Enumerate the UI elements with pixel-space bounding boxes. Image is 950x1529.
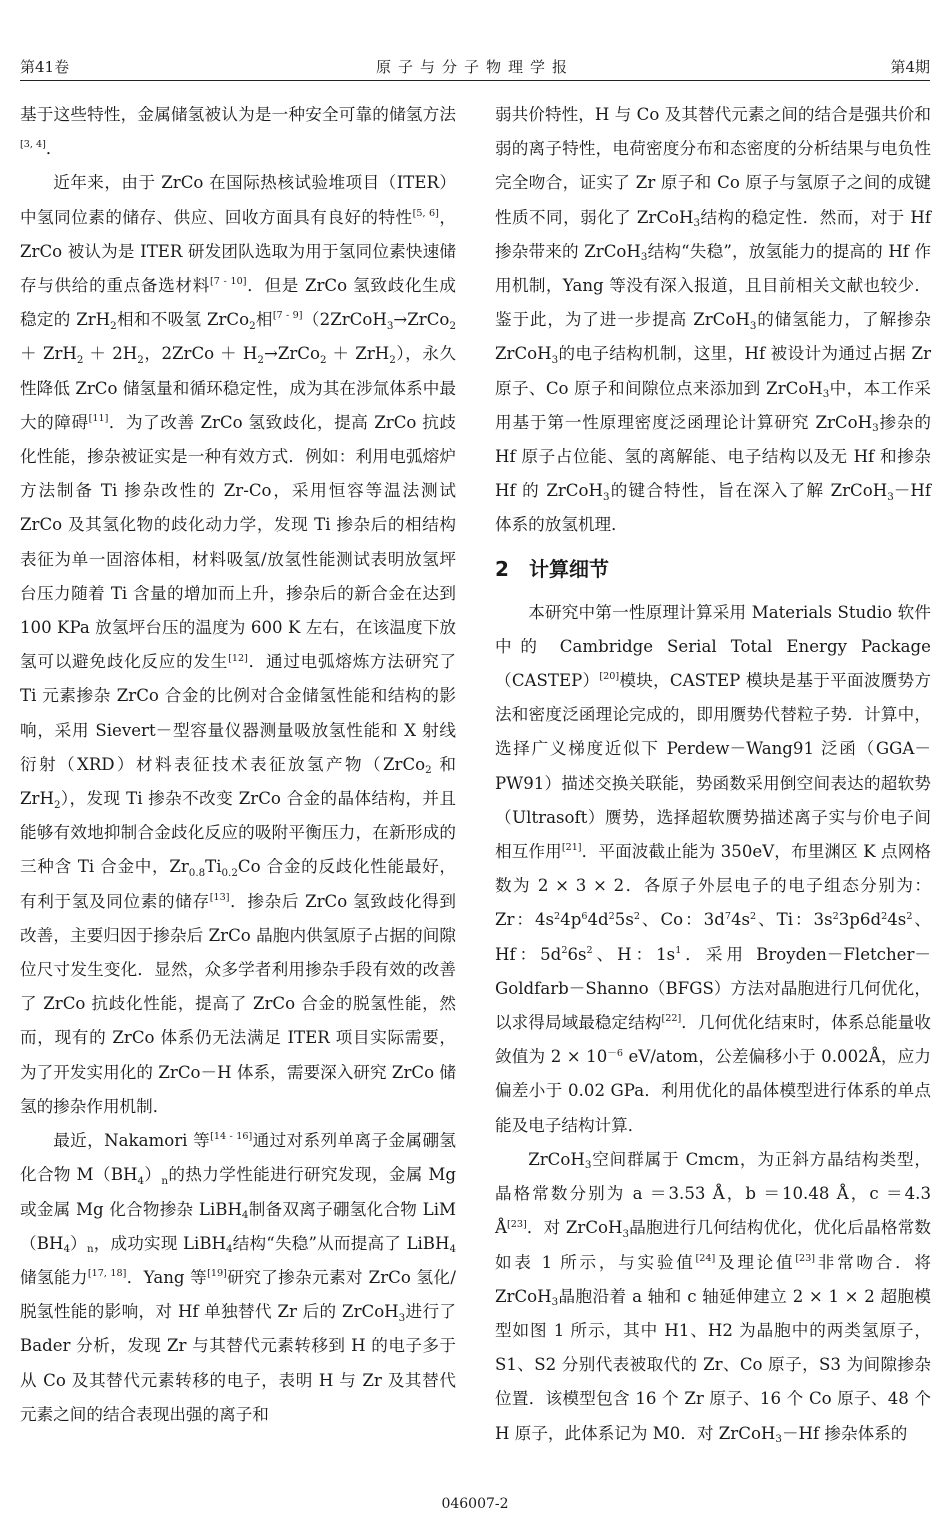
citation: [23] — [506, 1218, 527, 1230]
volume-label: 第41卷 — [20, 58, 70, 76]
header-rule — [20, 80, 930, 81]
section-number: 2 — [495, 556, 509, 581]
citation: [19] — [207, 1268, 227, 1280]
citation: [14 - 16] — [210, 1131, 253, 1143]
citation: [13] — [209, 891, 230, 903]
page-number: 046007-2 — [441, 1496, 509, 1512]
right-column — [495, 98, 931, 1451]
paragraph: 最近，Nakamori 等[14 - 16]通过对系列单离子金属硼氢化合物 $M(BH_4)_n$的热力学性能进行研究发现，金属 Mg 或金属 Mg 化合物掺杂 LiBH$_4$制备双离子硼氢化合物 $LiM(BH_4)_n$，成功实现 LiBH$_4$结构“失稳”从而提高了 LiBH$_4$储氢能力[17, 18]．Yang 等[19]研究了掺杂元素对 ZrCo 氢化/脱氢性能的影响，对 Hf 单独替代 Zr 后的 ZrCoH$_3$进行了 Bader 分析，发现 Zr 与其替代元素转移到 H 的电子多于从 Co 及其替代元素转移的电子，表明 H 与 Zr 及其替代元素之间的结合表现出强的离子和 — [20, 1131, 457, 1424]
citation: [7 - 10] — [209, 276, 247, 288]
paragraph: ZrCoH$_3$空间群属于 Cmcm，为正斜方晶结构类型，晶格常数分别为 a ＝3.53 Å，b ＝10.48 Å，c ＝4.3 Å[23]．对 ZrCoH$_3$晶胞进行几何结构优化，优化后晶格常数如表 1 所示，与实验值[24]及理论值[23]非常吻合．将 ZrCoH$_3$晶胞沿着 a 轴和 c 轴延伸建立 2 × 1 × 2 超胞模型如图 1 所示，其中 H1、H2 为晶胞中的两类氢原子，S1、S2 分别代表被取代的 Zr、Co 原子，S3 为间隙掺杂位置．该模型包含 16 个 Zr 原子、16 个 Co 原子、48 个 H 原子，此体系记为 M0．对 ZrCoH$_3$－Hf 掺杂体系的 — [495, 1149, 932, 1446]
paragraph: 基于这些特性，金属储氢被认为是一种安全可靠的储氢方法[3, 4]． — [20, 105, 456, 159]
citation: [23] — [795, 1252, 816, 1264]
citation: [17, 18] — [87, 1268, 127, 1280]
issue-label: 第4期 — [890, 58, 930, 76]
section-title: 计算细节 — [529, 556, 609, 581]
running-header — [20, 56, 930, 80]
citation: [12] — [228, 652, 248, 664]
citation: [11] — [88, 413, 109, 425]
section-heading — [495, 548, 931, 590]
citation: [3, 4] — [20, 139, 46, 151]
paragraph: 本研究中第一性原理计算采用 Materials Studio 软件中的 Cambridge Serial Total Energy Package（CASTEP）[20]模块，CASTEP 模块是基于平面波赝势方法和密度泛函理论完成的，即用赝势代替粒子势．计算中，选择广义梯度近似下 Perdew－Wang91 泛函（GGA－PW91）描述交换关联能，势函数采用倒空间表达的超软势（Ultrasoft）赝势，选择超软赝势描述离子实与价电子间相互作用[21]．平面波截止能为 350eV，布里渊区 K 点网格数为 2 × 3 × 2．各原子外层电子的电子组态分别为：Zr：$4s^24p^64d^25s^2$、Co：$3d^74s^2$、Ti：$3s^23p6d^24s^2$、Hf：$5d^26s^2$、H：$1s^1$．采用 Broyden－Fletcher－Goldfarb－Shanno（BFGS）方法对晶胞进行几何优化，以求得局域最稳定结构[22]．几何优化结束时，体系总能量收敛值为 $2 \times 10^{-6}$ eV/atom，公差偏移小于 0.002Å，应力偏差小于 0.02 GPa．利用优化的晶体模型进行体系的单点能及电子结构计算． — [495, 602, 932, 1135]
journal-title: 原子与分子物理学报 — [375, 58, 574, 76]
citation: [7 - 9] — [272, 310, 303, 322]
left-column — [20, 98, 456, 1432]
citation: [5, 6] — [412, 207, 439, 219]
paragraph: 近年来，由于 ZrCo 在国际热核试验堆项目（ITER）中氢同位素的储存、供应、回收方面具有良好的特性[5, 6]，ZrCo 被认为是 ITER 研发团队选取为用于氢同位素快速储存与供给的重点备选材料[7 - 10]．但是 ZrCo 氢致歧化生成稳定的 ZrH$_2$相和不吸氢 ZrCo$_2$相[7 - 9]（2ZrCoH$_3$→ZrCo$_2$ ＋ $ZrH_2 + 2H_2$，2ZrCo ＋ $H_2\to ZrCo_2 + ZrH_2$），永久性降低 ZrCo 储氢量和循环稳定性，成为其在涉氚体系中最大的障碍[11]．为了改善 ZrCo 氢致歧化，提高 ZrCo 抗歧化性能，掺杂被证实是一种有效方式．例如：利用电弧熔炉方法制备 Ti 掺杂改性的 Zr-Co，采用恒容等温法测试 ZrCo 及其氢化物的歧化动力学，发现 Ti 掺杂后的相结构表征为单一固溶体相，材料吸氢/放氢性能测试表明放氢坪台压力随着 Ti 含量的增加而上升，掺杂后的新合金在达到 100 KPa 放氢坪台压的温度为 600 K 左右，在该温度下放氢可以避免歧化反应的发生[12]．通过电弧熔炼方法研究了 Ti 元素掺杂 ZrCo 合金的比例对合金储氢性能和结构的影响，采用 Sievert－型容量仪器测量吸放氢性能和 X 射线衍射（XRD）材料表征技术表征放氢产物（ZrCo$_2$ 和 ZrH$_2$），发现 Ti 掺杂不改变 ZrCo 合金的晶体结构，并且能够有效地抑制合金歧化反应的吸附平衡压力，在新形成的三种含 Ti 合金中，$Zr_{0.8}Ti_{0.2}Co$ 合金的反歧化性能最好，有利于氢及同位素的储存[13]．掺杂后 ZrCo 氢致歧化得到改善，主要归因于掺杂后 ZrCo 晶胞内供氢原子占据的间隙位尺寸发生变化．显然，众多学者利用掺杂手段有效的改善了 ZrCo 抗歧化性能，提高了 ZrCo 合金的脱氢性能，然而，现有的 ZrCo 体系仍无法满足 ITER 项目实际需要，为了开发实用化的 ZrCo－H 体系，需要深入研究 ZrCo 储氢的掺杂作用机制． — [20, 173, 457, 1116]
citation: [24] — [695, 1252, 716, 1264]
citation: [21] — [561, 842, 582, 854]
paragraph: 弱共价特性，H 与 Co 及其替代元素之间的结合是强共价和弱的离子特性，电荷密度分布和态密度的分析结果与电负性完全吻合，证实了 Zr 原子和 Co 原子与氢原子之间的成键性质不同，弱化了 ZrCoH$_3$结构的稳定性．然而，对于 Hf 掺杂带来的 ZrCoH$_3$结构“失稳”，放氢能力的提高的 Hf 作用机制，Yang 等没有深入报道，且目前相关文献也较少．鉴于此，为了进一步提高 ZrCoH$_3$的储氢能力，了解掺杂 ZrCoH$_3$的电子结构机制，这里，Hf 被设计为通过占据 Zr 原子、Co 原子和间隙位点来添加到 ZrCoH$_3$中，本工作采用基于第一性原理密度泛函理论计算研究 ZrCoH$_3$掺杂的 Hf 原子占位能、氢的离解能、电子结构以及无 Hf 和掺杂 Hf 的 ZrCoH$_3$的键合特性，旨在深入了解 ZrCoH$_3$－Hf 体系的放氢机理． — [495, 105, 931, 535]
citation: [20] — [599, 671, 620, 683]
citation: [22] — [661, 1013, 682, 1025]
